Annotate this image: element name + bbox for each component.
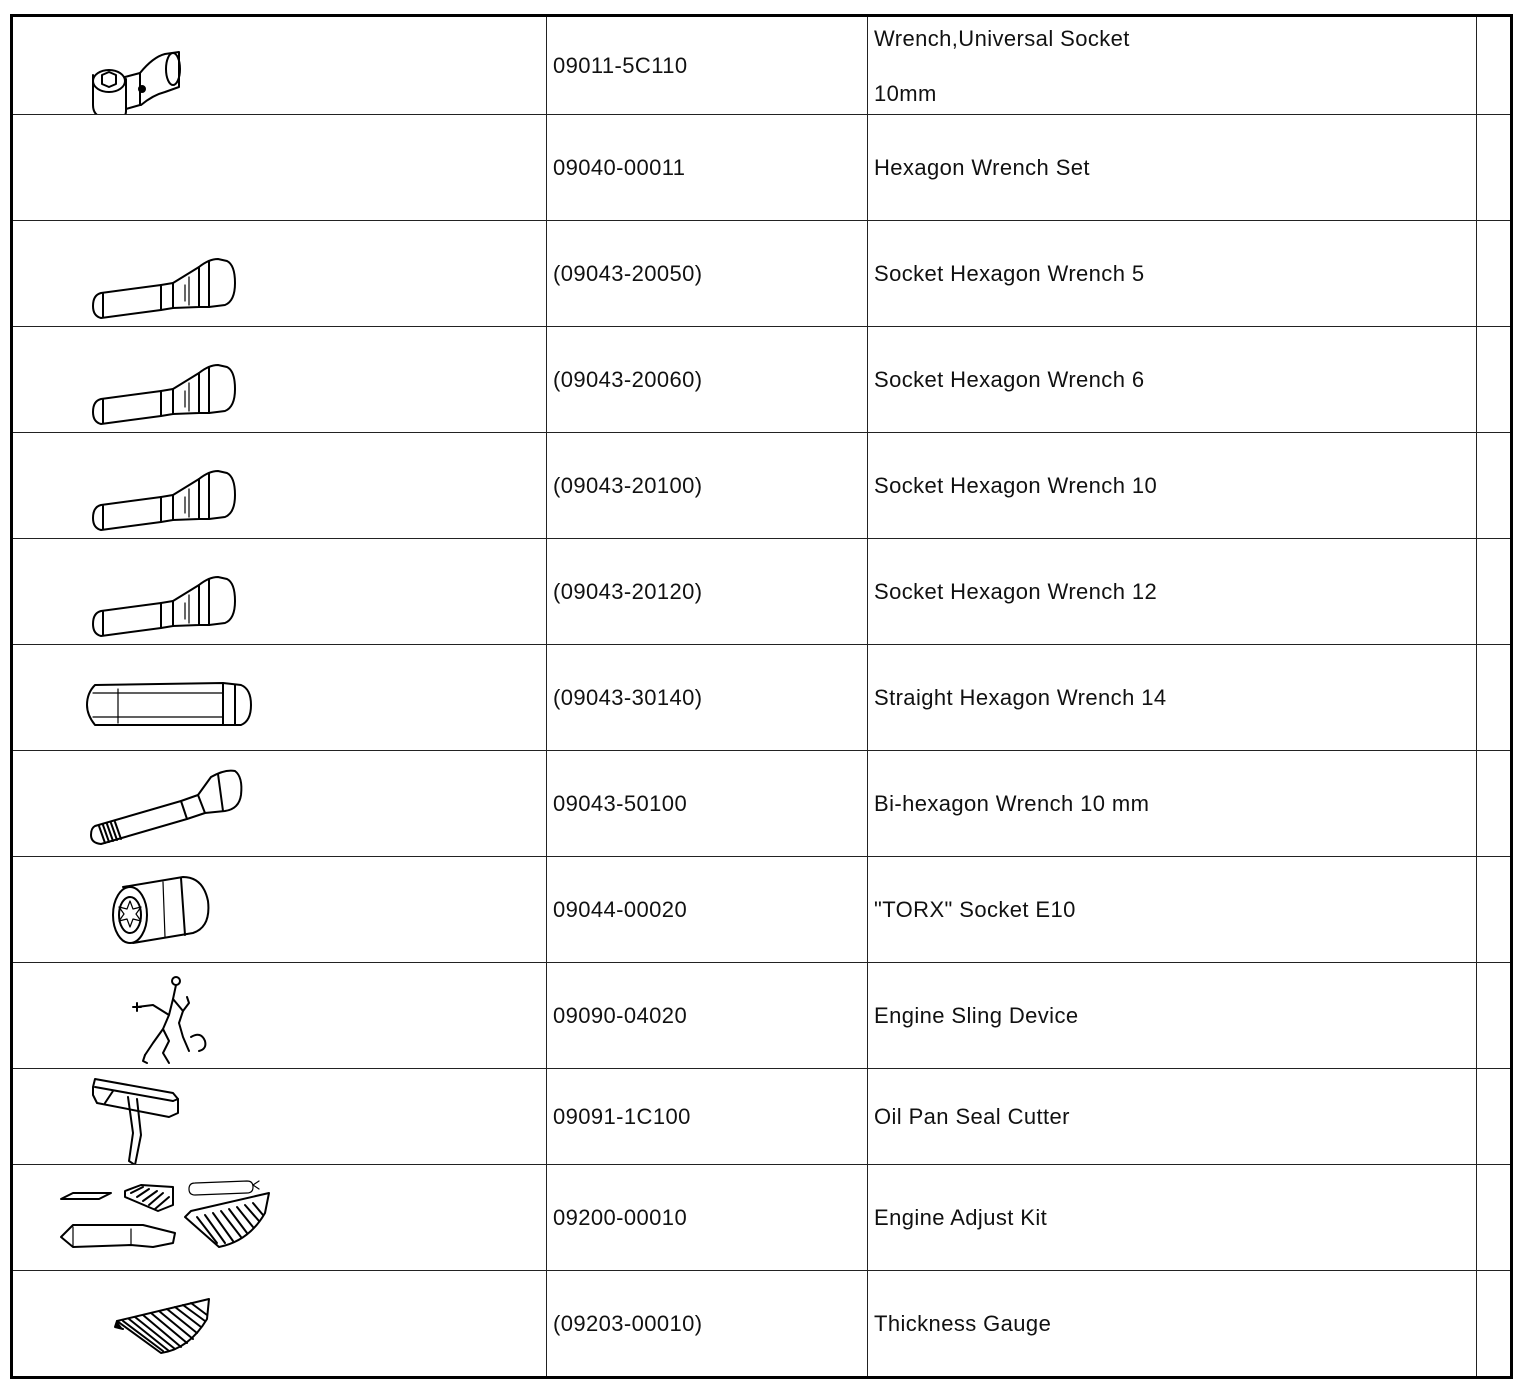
tool-name-line: "TORX" Socket E10 xyxy=(874,897,1076,922)
torx-socket-icon xyxy=(13,857,547,963)
note-cell xyxy=(1477,963,1512,1069)
tool-illustration-cell xyxy=(12,1069,547,1165)
note-cell xyxy=(1477,539,1512,645)
table-row xyxy=(12,751,1512,857)
note-cell xyxy=(1477,221,1512,327)
note-cell xyxy=(1477,751,1512,857)
tool-illustration-cell xyxy=(12,221,547,327)
note-cell xyxy=(1477,327,1512,433)
part-number: 09044-00020 xyxy=(547,857,868,963)
thickness-gauge-icon xyxy=(13,1271,547,1378)
tool-name xyxy=(868,857,1477,963)
special-service-tools-table xyxy=(10,14,1513,1379)
tool-name xyxy=(868,751,1477,857)
tool-illustration-cell xyxy=(12,645,547,751)
engine-adjust-kit-icon xyxy=(13,1165,547,1271)
tool-name-line: Socket Hexagon Wrench 5 xyxy=(874,261,1145,286)
part-number: (09043-20050) xyxy=(547,221,868,327)
tool-name-line: Oil Pan Seal Cutter xyxy=(874,1104,1070,1129)
tools-table-body xyxy=(12,16,1512,1378)
note-cell xyxy=(1477,857,1512,963)
note-cell xyxy=(1477,1165,1512,1271)
table-row xyxy=(12,115,1512,221)
tool-name xyxy=(868,963,1477,1069)
tool-illustration-cell xyxy=(12,963,547,1069)
tool-name xyxy=(868,16,1477,115)
bi-hexagon-wrench-icon xyxy=(13,751,547,857)
tool-name xyxy=(868,433,1477,539)
socket-hexagon-wrench-icon xyxy=(13,539,547,645)
socket-hexagon-wrench-icon xyxy=(13,221,547,327)
tool-illustration-cell xyxy=(12,16,547,115)
table-row xyxy=(12,433,1512,539)
table-row xyxy=(12,1069,1512,1165)
universal-socket-icon xyxy=(13,17,547,115)
tool-illustration-cell xyxy=(12,1271,547,1378)
note-cell xyxy=(1477,433,1512,539)
tool-illustration-cell xyxy=(12,433,547,539)
part-number: 09090-04020 xyxy=(547,963,868,1069)
table-row xyxy=(12,645,1512,751)
tool-name xyxy=(868,115,1477,221)
table-row xyxy=(12,16,1512,115)
part-number: 09200-00010 xyxy=(547,1165,868,1271)
part-number: 09011-5C110 xyxy=(547,16,868,115)
note-cell xyxy=(1477,645,1512,751)
tool-name xyxy=(868,539,1477,645)
straight-hexagon-wrench-icon xyxy=(13,645,547,751)
tool-name-line: Hexagon Wrench Set xyxy=(874,155,1090,180)
tool-name-line: Straight Hexagon Wrench 14 xyxy=(874,685,1167,710)
note-cell xyxy=(1477,115,1512,221)
table-row xyxy=(12,1271,1512,1378)
tool-name xyxy=(868,1165,1477,1271)
tool-name-line: Engine Sling Device xyxy=(874,1003,1079,1028)
socket-hexagon-wrench-icon xyxy=(13,433,547,539)
note-cell xyxy=(1477,1271,1512,1378)
tool-name-line: Socket Hexagon Wrench 12 xyxy=(874,579,1158,604)
tool-name-line: Wrench,Universal Socket xyxy=(874,25,1130,51)
tool-name xyxy=(868,221,1477,327)
part-number: (09043-30140) xyxy=(547,645,868,751)
tool-name-line: Socket Hexagon Wrench 10 xyxy=(874,473,1158,498)
part-number: (09043-20060) xyxy=(547,327,868,433)
table-row xyxy=(12,857,1512,963)
note-cell xyxy=(1477,16,1512,115)
tool-illustration-cell xyxy=(12,1165,547,1271)
tool-name-line: Engine Adjust Kit xyxy=(874,1205,1048,1230)
tool-name xyxy=(868,645,1477,751)
engine-sling-device-icon xyxy=(13,963,547,1069)
table-row xyxy=(12,539,1512,645)
part-number: (09043-20120) xyxy=(547,539,868,645)
part-number: 09091-1C100 xyxy=(547,1069,868,1165)
part-number: 09040-00011 xyxy=(547,115,868,221)
tool-name-line: 10mm xyxy=(874,80,937,106)
socket-hexagon-wrench-icon xyxy=(13,327,547,433)
part-number: 09043-50100 xyxy=(547,751,868,857)
tool-name-line: Bi-hexagon Wrench 10 mm xyxy=(874,791,1150,816)
tool-illustration-cell xyxy=(12,115,547,221)
tool-illustration-cell xyxy=(12,539,547,645)
part-number: (09043-20100) xyxy=(547,433,868,539)
tool-name xyxy=(868,327,1477,433)
oil-pan-seal-cutter-icon xyxy=(13,1069,547,1165)
table-row xyxy=(12,327,1512,433)
table-row xyxy=(12,1165,1512,1271)
tool-illustration-cell xyxy=(12,751,547,857)
tool-name xyxy=(868,1069,1477,1165)
tool-illustration-cell xyxy=(12,327,547,433)
tool-illustration-cell xyxy=(12,857,547,963)
table-row xyxy=(12,221,1512,327)
tool-name-line: Socket Hexagon Wrench 6 xyxy=(874,367,1145,392)
tool-name xyxy=(868,1271,1477,1378)
tool-name-line: Thickness Gauge xyxy=(874,1311,1052,1336)
table-row xyxy=(12,963,1512,1069)
hexagon-wrench-set-icon xyxy=(13,115,547,221)
part-number: (09203-00010) xyxy=(547,1271,868,1378)
note-cell xyxy=(1477,1069,1512,1165)
